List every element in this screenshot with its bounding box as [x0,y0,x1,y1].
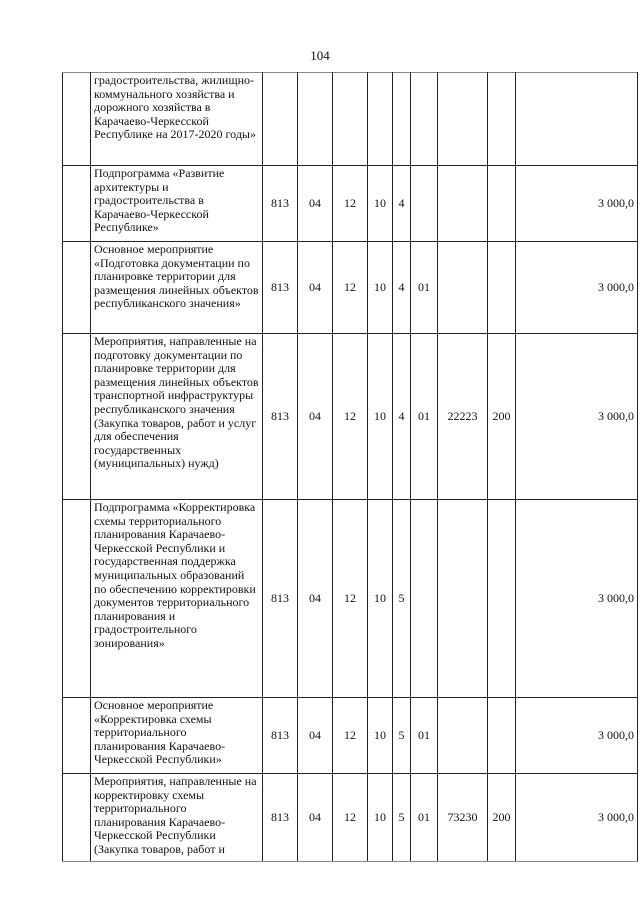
vr-cell [488,500,516,698]
cs3-cell [411,73,438,166]
rz-cell: 04 [298,166,333,242]
lead-cell [63,166,91,242]
cs4-cell: 73230 [438,774,488,862]
cs1-cell: 10 [368,500,393,698]
vr-cell [488,73,516,166]
name-cell: Мероприятия, направленные на корректировку схемы территориального планирования Карачаево-Черкесской Республики (Закупка товаров, работ и [91,774,263,862]
cs4-cell [438,500,488,698]
cs4-cell [438,166,488,242]
cs2-cell: 5 [393,698,411,774]
table-row [63,334,638,500]
name-cell: градостроительства, жилищно-коммунального хозяйства и дорожного хозяйства в Карачаево-Черкесской Республике на 2017-2020 годы» [91,73,263,166]
table-row [63,166,638,242]
rz-cell: 04 [298,774,333,862]
cs3-cell: 01 [411,774,438,862]
ved-cell: 813 [263,242,298,334]
ved-cell: 813 [263,166,298,242]
ved-cell [263,73,298,166]
cs3-cell: 01 [411,698,438,774]
amount-cell: 3 000,0 [516,242,638,334]
amount-cell: 3 000,0 [516,334,638,500]
name-cell: Мероприятия, направленные на подготовку документации по планировке территории для размещения линейных объектов транспортной инфраструктуры республиканского значения (Закупка товаров, работ и услуг для обеспечения государственных (муниципальных) нужд) [91,334,263,500]
pr-cell: 12 [333,334,368,500]
rz-cell: 04 [298,500,333,698]
lead-cell [63,774,91,862]
pr-cell: 12 [333,242,368,334]
lead-cell [63,73,91,166]
table-row [63,500,638,698]
cs3-cell [411,166,438,242]
cs3-cell: 01 [411,242,438,334]
amount-cell: 3 000,0 [516,698,638,774]
lead-cell [63,334,91,500]
amount-cell: 3 000,0 [516,166,638,242]
cs2-cell: 5 [393,500,411,698]
lead-cell [63,698,91,774]
cs4-cell [438,73,488,166]
pr-cell: 12 [333,500,368,698]
lead-cell [63,242,91,334]
cs4-cell [438,698,488,774]
cs3-cell: 01 [411,334,438,500]
amount-cell: 3 000,0 [516,774,638,862]
vr-cell [488,166,516,242]
pr-cell: 12 [333,698,368,774]
rz-cell: 04 [298,698,333,774]
name-cell: Основное мероприятие «Корректировка схемы территориального планирования Карачаево-Черкесской Республики» [91,698,263,774]
cs1-cell: 10 [368,774,393,862]
amount-cell: 3 000,0 [516,500,638,698]
name-cell: Основное мероприятие «Подготовка документации по планировке территории для размещения линейных объектов республиканского значения» [91,242,263,334]
pr-cell [333,73,368,166]
page-number: 104 [310,48,330,63]
budget-table [62,72,638,862]
vr-cell [488,698,516,774]
ved-cell: 813 [263,334,298,500]
cs4-cell: 22223 [438,334,488,500]
ved-cell: 813 [263,500,298,698]
cs3-cell [411,500,438,698]
cs2-cell: 5 [393,774,411,862]
ved-cell: 813 [263,698,298,774]
table-row [63,73,638,166]
cs1-cell: 10 [368,166,393,242]
name-cell: Подпрограмма «Корректировка схемы территориального планирования Карачаево-Черкесской Республики и государственная поддержка муниципальных образований по обеспечению корректировки документов территориального планирования и градостроительного зонирования» [91,500,263,698]
cs1-cell: 10 [368,334,393,500]
table-body [63,73,638,862]
cs2-cell [393,73,411,166]
cs1-cell [368,73,393,166]
cs4-cell [438,242,488,334]
table-row [63,774,638,862]
cs1-cell: 10 [368,242,393,334]
rz-cell: 04 [298,334,333,500]
rz-cell [298,73,333,166]
vr-cell: 200 [488,334,516,500]
cs2-cell: 4 [393,334,411,500]
cs2-cell: 4 [393,242,411,334]
pr-cell: 12 [333,774,368,862]
vr-cell: 200 [488,774,516,862]
rz-cell: 04 [298,242,333,334]
lead-cell [63,500,91,698]
cs1-cell: 10 [368,698,393,774]
name-cell: Подпрограмма «Развитие архитектуры и градостроительства в Карачаево-Черкесской Республике» [91,166,263,242]
ved-cell: 813 [263,774,298,862]
vr-cell [488,242,516,334]
cs2-cell: 4 [393,166,411,242]
table-row [63,698,638,774]
pr-cell: 12 [333,166,368,242]
amount-cell [516,73,638,166]
table-row [63,242,638,334]
